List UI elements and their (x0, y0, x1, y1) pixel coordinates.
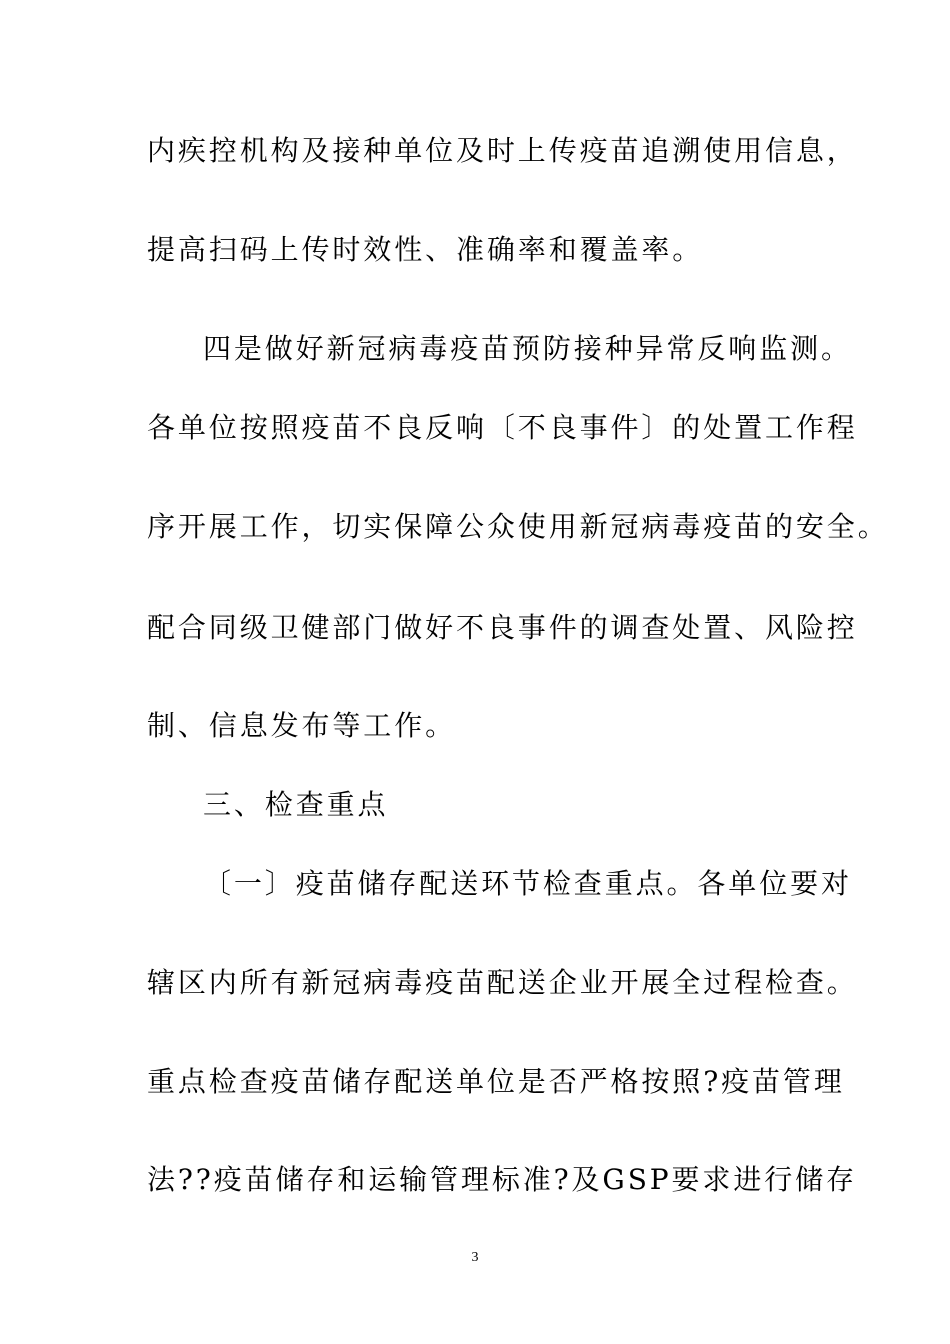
body-text-line: 提高扫码上传时效性、准确率和覆盖率。 (147, 233, 704, 266)
page-number: 3 (471, 1250, 479, 1265)
body-text-line: 重点检查疫苗储存配送单位是否严格按照?疫苗管理 (147, 1065, 845, 1098)
paragraph-start-line: 四是做好新冠病毒疫苗预防接种异常反响监测。 (203, 332, 852, 365)
subsection-heading-line: 〔一〕疫苗储存配送环节检查重点。各单位要对 (203, 867, 852, 900)
body-text-line: 法??疫苗储存和运输管理标准?及GSP要求进行储存 (147, 1163, 857, 1196)
body-text-line: 配合同级卫健部门做好不良事件的调查处置、风险控 (147, 611, 858, 644)
section-heading: 三、检查重点 (203, 788, 389, 821)
body-text-line: 内疾控机构及接种单位及时上传疫苗追溯使用信息， (147, 134, 858, 167)
body-text-line: 序开展工作，切实保障公众使用新冠病毒疫苗的安全。 (147, 510, 889, 543)
body-text-line: 制、信息发布等工作。 (147, 709, 457, 742)
body-text-line: 各单位按照疫苗不良反响〔不良事件〕的处置工作程 (147, 411, 858, 444)
body-text-line: 辖区内所有新冠病毒疫苗配送企业开展全过程检查。 (147, 966, 858, 999)
